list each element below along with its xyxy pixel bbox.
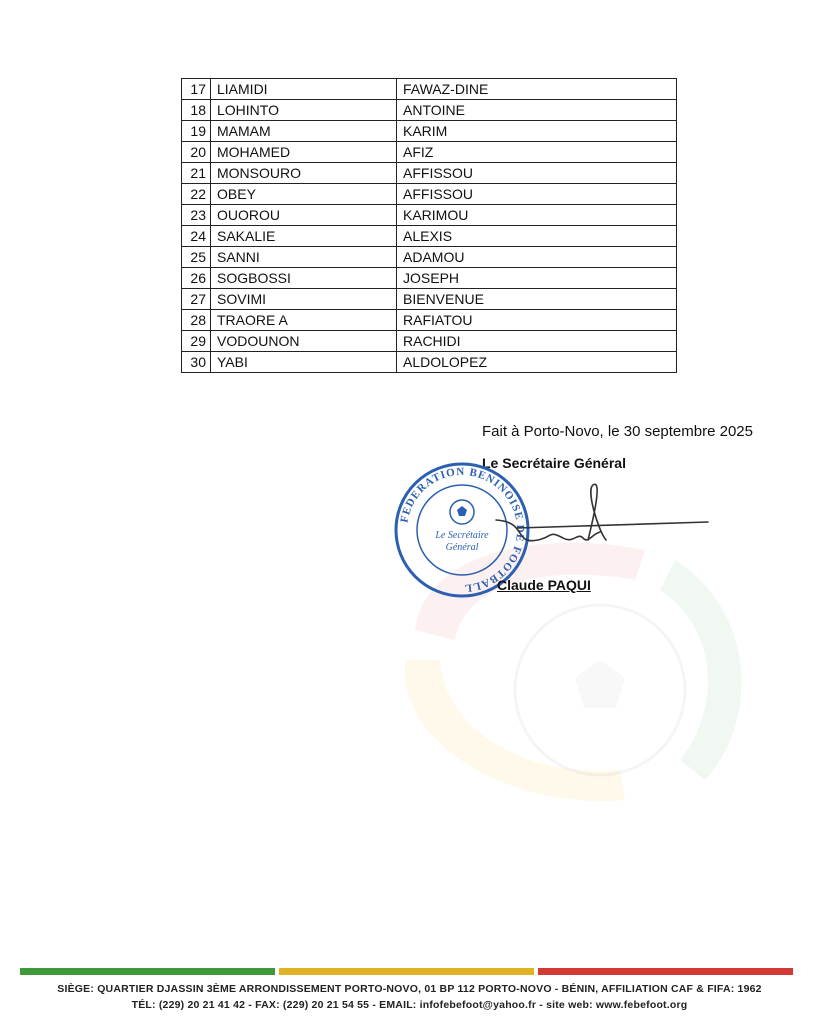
last-name-cell: VODOUNON [211, 331, 397, 352]
table-row [182, 289, 677, 310]
footer-contact: TÉL: (229) 20 21 41 42 - FAX: (229) 20 21 54 55 - EMAIL: infofebefoot@yahoo.fr - site web: www.febefoot.org [131, 999, 688, 1011]
last-name-cell: SANNI [211, 247, 397, 268]
stamp-center-text-2: Général [445, 542, 479, 553]
table-row [182, 100, 677, 121]
table-row [182, 142, 677, 163]
last-name-cell: LIAMIDI [211, 79, 397, 100]
last-name-cell: LOHINTO [211, 100, 397, 121]
table-row [182, 247, 677, 268]
footer-address: SIÈGE: QUARTIER DJASSIN 3ÈME ARRONDISSEMENT PORTO-NOVO, 01 BP 112 PORTO-NOVO - BÉNIN, AFFILIATION CAF & FIFA: 1962 [57, 983, 762, 995]
last-name-cell: SOVIMI [211, 289, 397, 310]
first-name-cell: AFFISSOU [397, 184, 677, 205]
soccer-ball-icon [450, 500, 474, 524]
row-number: 29 [182, 331, 211, 352]
first-name-cell: AFIZ [397, 142, 677, 163]
last-name-cell: YABI [211, 352, 397, 373]
footer-color-bars [20, 968, 793, 975]
table-row [182, 121, 677, 142]
table-row [182, 268, 677, 289]
last-name-cell: MOHAMED [211, 142, 397, 163]
last-name-cell: SOGBOSSI [211, 268, 397, 289]
first-name-cell: ALDOLOPEZ [397, 352, 677, 373]
row-number: 30 [182, 352, 211, 373]
footer-bar-red [538, 968, 793, 975]
row-number: 25 [182, 247, 211, 268]
last-name-cell: MAMAM [211, 121, 397, 142]
table-row [182, 226, 677, 247]
last-name-cell: OUOROU [211, 205, 397, 226]
row-number: 27 [182, 289, 211, 310]
row-number: 20 [182, 142, 211, 163]
first-name-cell: FAWAZ-DINE [397, 79, 677, 100]
signatory-name: Claude PAQUI [497, 577, 591, 593]
first-name-cell: KARIMOU [397, 205, 677, 226]
signatory-title: Le Secrétaire Général [482, 455, 626, 471]
row-number: 21 [182, 163, 211, 184]
row-number: 23 [182, 205, 211, 226]
first-name-cell: ALEXIS [397, 226, 677, 247]
first-name-cell: RAFIATOU [397, 310, 677, 331]
first-name-cell: KARIM [397, 121, 677, 142]
last-name-cell: MONSOURO [211, 163, 397, 184]
place-date-line: Fait à Porto-Novo, le 30 septembre 2025 [482, 423, 753, 440]
player-roster-table [181, 78, 677, 373]
row-number: 24 [182, 226, 211, 247]
stamp-ring-text: FEDERATION BENINOISE DE FOOTBALL [398, 465, 527, 595]
first-name-cell: ADAMOU [397, 247, 677, 268]
last-name-cell: TRAORE A [211, 310, 397, 331]
first-name-cell: AFFISSOU [397, 163, 677, 184]
table-row [182, 352, 677, 373]
row-number: 18 [182, 100, 211, 121]
row-number: 17 [182, 79, 211, 100]
table-row [182, 163, 677, 184]
row-number: 28 [182, 310, 211, 331]
table-row [182, 184, 677, 205]
stamp-center-text-1: Le Secrétaire [435, 530, 489, 541]
last-name-cell: OBEY [211, 184, 397, 205]
row-number: 26 [182, 268, 211, 289]
table-row [182, 331, 677, 352]
table-row [182, 310, 677, 331]
table-row [182, 205, 677, 226]
row-number: 22 [182, 184, 211, 205]
last-name-cell: SAKALIE [211, 226, 397, 247]
first-name-cell: ANTOINE [397, 100, 677, 121]
first-name-cell: RACHIDI [397, 331, 677, 352]
table-row [182, 79, 677, 100]
row-number: 19 [182, 121, 211, 142]
first-name-cell: BIENVENUE [397, 289, 677, 310]
footer-bar-yellow [279, 968, 534, 975]
first-name-cell: JOSEPH [397, 268, 677, 289]
footer-bar-green [20, 968, 275, 975]
